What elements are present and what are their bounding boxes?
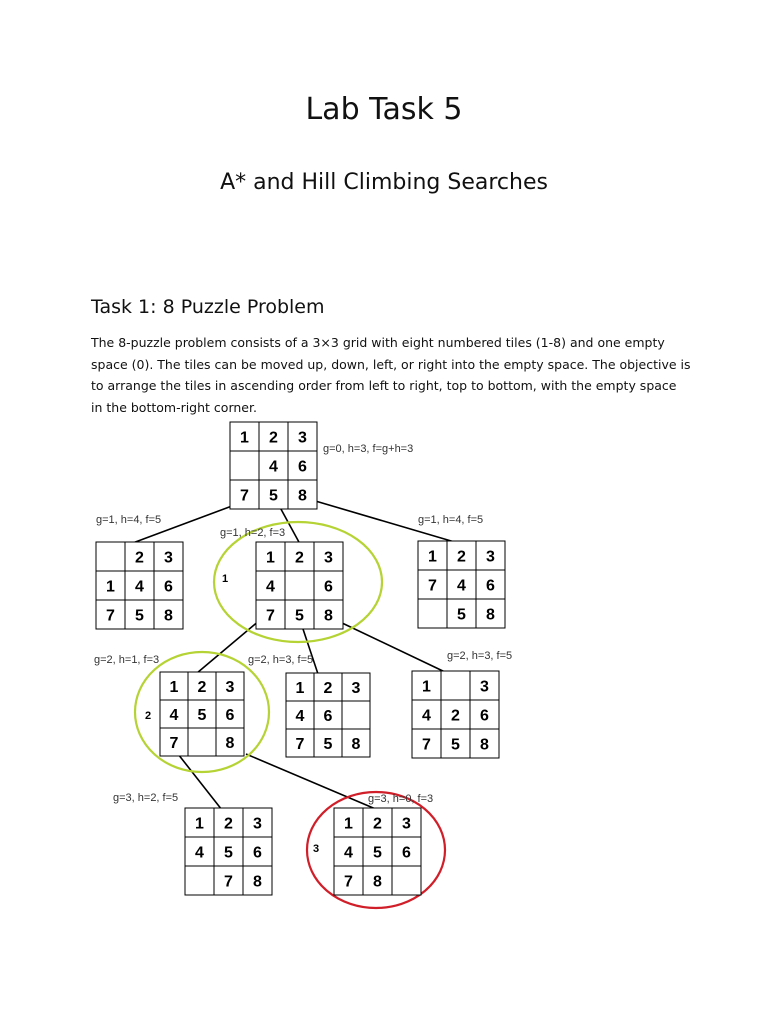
puzzle-tile: 6 (486, 577, 495, 595)
puzzle-tile: 4 (457, 577, 466, 595)
puzzle-tile: 5 (197, 707, 207, 724)
puzzle-tile: 3 (402, 815, 411, 833)
puzzle-tile: 6 (298, 458, 307, 476)
puzzle-tile: 6 (323, 708, 333, 725)
puzzle-tile: 4 (422, 707, 431, 725)
puzzle-tile: 2 (457, 548, 466, 566)
cost-label: g=3, h=2, f=5 (113, 792, 179, 804)
puzzle-tile: 1 (266, 549, 275, 567)
puzzle-tile: 7 (428, 577, 437, 595)
puzzle-tile: 7 (295, 736, 305, 753)
task-heading: Task 1: 8 Puzzle Problem (91, 296, 325, 318)
puzzle-tile: 8 (373, 873, 382, 891)
puzzle-tile: 7 (422, 736, 431, 754)
puzzle-tile: 2 (135, 549, 144, 567)
page-title: Lab Task 5 (305, 92, 463, 127)
puzzle-tile: 5 (457, 606, 466, 624)
puzzle-tile: 2 (373, 815, 382, 833)
puzzle-tile: 5 (295, 607, 304, 625)
puzzle-tile: 4 (169, 707, 179, 724)
puzzle-tile: 4 (344, 844, 353, 862)
puzzle-tile: 7 (266, 607, 275, 625)
puzzle-tile: 1 (295, 680, 305, 697)
puzzle-tile: 3 (164, 549, 173, 567)
puzzle-node-l2-mid (248, 654, 370, 757)
puzzle-tile: 5 (451, 736, 460, 754)
puzzle-tile: 8 (298, 487, 307, 505)
cost-label: g=2, h=1, f=3 (94, 654, 160, 666)
tree-edge (178, 754, 222, 810)
puzzle-tile: 1 (344, 815, 353, 833)
puzzle-tile: 8 (225, 735, 235, 752)
task-description: The 8-puzzle problem consists of a 3×3 grid with eight numbered tiles (1-8) and one empty space (0). The tiles can be moved up, down, left, or right into the empty space. The objective is to arrange the tiles in ascending order from left to right, top to bottom, with the empty space in the bottom-right corner. (91, 335, 691, 415)
puzzle-tile: 6 (402, 844, 411, 862)
puzzle-tile: 6 (164, 578, 173, 596)
puzzle-tile: 1 (428, 548, 437, 566)
puzzle-tile: 5 (224, 844, 233, 862)
puzzle-tile: 4 (195, 844, 204, 862)
puzzle-tile: 5 (135, 607, 144, 625)
puzzle-tile: 5 (323, 736, 333, 753)
puzzle-tile: 7 (224, 873, 233, 891)
puzzle-tile: 3 (486, 548, 495, 566)
puzzle-tile: 8 (480, 736, 489, 754)
cost-label: g=3, h=0, f=3 (368, 793, 434, 805)
puzzle-tile: 4 (269, 458, 278, 476)
page-subtitle: A* and Hill Climbing Searches (220, 170, 548, 195)
puzzle-tile: 3 (298, 429, 307, 447)
puzzle-tile: 3 (351, 680, 361, 697)
puzzle-tile: 3 (225, 679, 235, 696)
puzzle-tile: 5 (373, 844, 382, 862)
cost-label: g=2, h=3, f=5 (248, 654, 314, 666)
puzzle-tile: 8 (351, 736, 361, 753)
puzzle-tile: 6 (324, 578, 333, 596)
puzzle-tile: 8 (486, 606, 495, 624)
step-number: 1 (222, 573, 229, 585)
puzzle-tile: 1 (240, 429, 249, 447)
cost-label: g=1, h=4, f=5 (418, 514, 484, 526)
puzzle-node-l1-right (418, 514, 505, 628)
puzzle-tile: 4 (295, 708, 305, 725)
cost-label: g=1, h=2, f=3 (220, 527, 286, 539)
puzzle-tile: 4 (135, 578, 144, 596)
puzzle-tile: 2 (451, 707, 460, 725)
puzzle-node-root (230, 422, 413, 509)
puzzle-node-l3-right (307, 792, 445, 908)
step-number: 2 (145, 710, 152, 722)
puzzle-tile: 2 (323, 680, 333, 697)
puzzle-tile: 6 (253, 844, 262, 862)
puzzle-tile: 4 (266, 578, 275, 596)
puzzle-tile: 5 (269, 487, 278, 505)
puzzle-tile: 7 (169, 735, 179, 752)
puzzle-tile: 1 (169, 679, 179, 696)
cost-label: g=0, h=3, f=g+h=3 (323, 443, 414, 455)
puzzle-tile: 7 (240, 487, 249, 505)
puzzle-tile: 6 (225, 707, 235, 724)
cost-label: g=1, h=4, f=5 (96, 514, 162, 526)
puzzle-tile: 1 (106, 578, 115, 596)
tree-edge (246, 754, 378, 810)
puzzle-tile: 7 (106, 607, 115, 625)
step-number: 3 (313, 843, 320, 855)
puzzle-tile: 8 (253, 873, 262, 891)
cost-label: g=2, h=3, f=5 (447, 650, 513, 662)
puzzle-node-l2-left (94, 652, 269, 772)
puzzle-tile: 2 (197, 679, 207, 696)
puzzle-tile: 8 (324, 607, 333, 625)
puzzle-node-l3-left (113, 792, 272, 895)
puzzle-tile: 6 (480, 707, 489, 725)
puzzle-tile: 8 (164, 607, 173, 625)
puzzle-tile: 2 (295, 549, 304, 567)
puzzle-tile: 3 (253, 815, 262, 833)
puzzle-node-l2-right (412, 650, 512, 758)
puzzle-tile: 3 (324, 549, 333, 567)
puzzle-tile: 7 (344, 873, 353, 891)
tree-edge (340, 622, 445, 672)
puzzle-tile: 2 (224, 815, 233, 833)
puzzle-tile: 2 (269, 429, 278, 447)
puzzle-tile: 3 (480, 678, 489, 696)
puzzle-tile: 1 (422, 678, 431, 696)
puzzle-tile: 1 (195, 815, 204, 833)
puzzle-node-l1-left (96, 514, 183, 629)
